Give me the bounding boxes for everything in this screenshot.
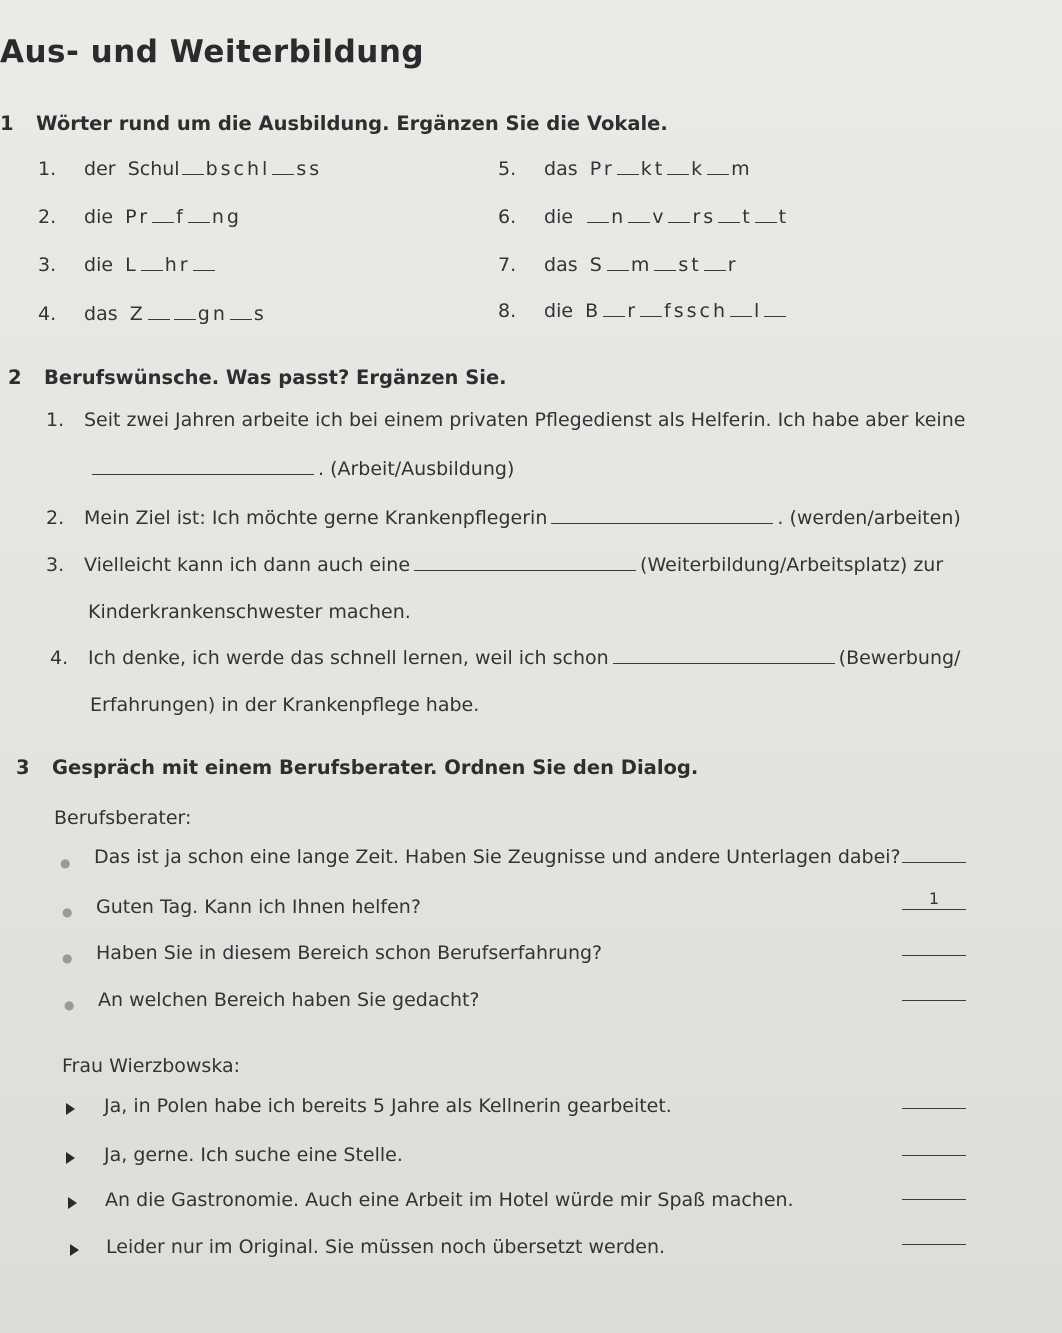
item-part: Schul bbox=[127, 158, 180, 180]
circle-bullet-icon: ● bbox=[64, 998, 75, 1012]
order-answer-blank[interactable] bbox=[902, 1224, 966, 1245]
task2-heading bbox=[8, 366, 507, 389]
vowel-gap[interactable] bbox=[707, 174, 729, 175]
item-part: l bbox=[754, 300, 763, 322]
item-part: rs bbox=[692, 206, 717, 228]
item-part: m bbox=[630, 254, 653, 276]
item-part: gn bbox=[197, 303, 228, 325]
page-title: Aus- und Weiterbildung bbox=[0, 34, 425, 70]
vowel-gap[interactable] bbox=[730, 316, 752, 317]
vowel-gap[interactable] bbox=[182, 174, 204, 175]
task1-item-8 bbox=[498, 300, 788, 322]
vowel-gap[interactable] bbox=[603, 316, 625, 317]
sentence-text: (Weiterbildung/Arbeitsplatz) zur bbox=[640, 554, 944, 576]
item-part: n bbox=[611, 206, 627, 228]
task2-sentence-2 bbox=[46, 507, 961, 529]
frau-line-2: Ja, gerne. Ich suche eine Stelle. bbox=[104, 1144, 403, 1166]
sentence-text: Vielleicht kann ich dann auch eine bbox=[84, 554, 411, 576]
task1-item-6 bbox=[498, 206, 789, 228]
task2-sentence-1-cont bbox=[88, 458, 514, 480]
item-part: r bbox=[727, 254, 739, 276]
order-answer-blank[interactable]: 1 bbox=[902, 889, 966, 910]
arrow-bullet-icon bbox=[68, 1197, 77, 1209]
item-part: v bbox=[652, 206, 667, 228]
item-article: die bbox=[84, 206, 114, 228]
circle-bullet-icon: ● bbox=[60, 856, 71, 870]
task1-heading bbox=[0, 112, 668, 135]
vowel-gap[interactable] bbox=[628, 222, 650, 223]
item-article: das bbox=[544, 158, 578, 180]
item-part: st bbox=[678, 254, 702, 276]
vowel-gap[interactable] bbox=[152, 222, 174, 223]
vowel-gap[interactable] bbox=[667, 174, 689, 175]
item-part: ss bbox=[296, 158, 323, 180]
answer-blank[interactable] bbox=[551, 523, 773, 524]
sentence-text: . (werden/arbeiten) bbox=[777, 507, 961, 529]
berater-label: Berufsberater: bbox=[54, 807, 192, 829]
item-part: L bbox=[125, 254, 139, 276]
vowel-gap[interactable] bbox=[141, 270, 163, 271]
task1-number: 1 bbox=[0, 112, 14, 135]
frau-line-1: Ja, in Polen habe ich bereits 5 Jahre als Kellnerin gearbeitet. bbox=[104, 1095, 672, 1117]
item-part: f bbox=[176, 206, 186, 228]
vowel-gap[interactable] bbox=[718, 222, 740, 223]
vowel-gap[interactable] bbox=[654, 270, 676, 271]
task1-item-7 bbox=[498, 254, 739, 276]
item-part: hr bbox=[164, 254, 191, 276]
order-answer-blank[interactable] bbox=[902, 1135, 966, 1156]
item-article: die bbox=[84, 254, 114, 276]
item-part: r bbox=[627, 300, 639, 322]
item-part: ng bbox=[211, 206, 242, 228]
vowel-gap[interactable] bbox=[174, 319, 196, 320]
task1-item-2 bbox=[38, 206, 242, 228]
task2-heading-text: Berufswünsche. Was passt? Ergänzen Sie. bbox=[44, 366, 507, 389]
task1-item-5 bbox=[498, 158, 753, 180]
arrow-bullet-icon bbox=[66, 1103, 75, 1115]
frau-line-3: An die Gastronomie. Auch eine Arbeit im Hotel würde mir Spaß machen. bbox=[105, 1189, 794, 1211]
circle-bullet-icon: ● bbox=[62, 951, 73, 965]
item-part: Pr bbox=[125, 206, 151, 228]
order-answer-blank[interactable] bbox=[902, 935, 966, 956]
answer-blank[interactable] bbox=[92, 474, 314, 475]
vowel-gap[interactable] bbox=[272, 174, 294, 175]
task2-number: 2 bbox=[8, 366, 22, 389]
vowel-gap[interactable] bbox=[188, 222, 210, 223]
item-number: 5. bbox=[498, 158, 517, 180]
task3-heading bbox=[16, 756, 698, 779]
sentence-text: Mein Ziel ist: Ich möchte gerne Krankenpflegerin bbox=[84, 507, 548, 529]
item-article: der bbox=[84, 158, 116, 180]
task2-sentence-1 bbox=[46, 409, 965, 431]
vowel-gap[interactable] bbox=[668, 222, 690, 223]
vowel-gap[interactable] bbox=[704, 270, 726, 271]
sentence-number: 1. bbox=[46, 409, 65, 431]
circle-bullet-icon: ● bbox=[62, 905, 73, 919]
item-part: B bbox=[585, 300, 602, 322]
berater-line-2: Guten Tag. Kann ich Ihnen helfen? bbox=[96, 896, 421, 918]
vowel-gap[interactable] bbox=[148, 319, 170, 320]
berater-line-3: Haben Sie in diesem Bereich schon Berufserfahrung? bbox=[96, 942, 603, 964]
task3-number: 3 bbox=[16, 756, 30, 779]
frau-label: Frau Wierzbowska: bbox=[62, 1055, 241, 1077]
task1-item-1 bbox=[38, 158, 322, 180]
item-part: Z bbox=[129, 303, 146, 325]
item-part: m bbox=[731, 158, 753, 180]
item-part: bschl bbox=[205, 158, 271, 180]
item-number: 3. bbox=[38, 254, 57, 276]
item-article: die bbox=[544, 206, 574, 228]
item-part: k bbox=[691, 158, 706, 180]
item-article: das bbox=[84, 303, 118, 325]
vowel-gap[interactable] bbox=[617, 174, 639, 175]
item-article: das bbox=[544, 254, 578, 276]
task1-heading-text: Wörter rund um die Ausbildung. Ergänzen Sie die Vokale. bbox=[36, 112, 668, 135]
vowel-gap[interactable] bbox=[587, 222, 609, 223]
sentence-text: . (Arbeit/Ausbildung) bbox=[318, 458, 515, 480]
task2-sentence-4-cont: Erfahrungen) in der Krankenpflege habe. bbox=[90, 694, 480, 716]
item-number: 2. bbox=[38, 206, 57, 228]
order-answer-blank[interactable] bbox=[902, 842, 966, 863]
item-part: s bbox=[253, 303, 267, 325]
arrow-bullet-icon bbox=[70, 1244, 79, 1256]
answer-blank[interactable] bbox=[414, 570, 636, 571]
item-number: 6. bbox=[498, 206, 517, 228]
item-number: 1. bbox=[38, 158, 57, 180]
task2-sentence-3 bbox=[46, 554, 943, 576]
task2-sentence-3-cont: Kinderkrankenschwester machen. bbox=[88, 601, 411, 623]
answer-blank[interactable] bbox=[613, 663, 835, 664]
item-part: Pr bbox=[589, 158, 615, 180]
item-part: t bbox=[778, 206, 790, 228]
item-part: kt bbox=[640, 158, 666, 180]
task2-sentence-4 bbox=[50, 647, 960, 669]
task1-item-3 bbox=[38, 254, 217, 276]
sentence-text: Seit zwei Jahren arbeite ich bei einem privaten Pflegedienst als Helferin. Ich habe aber keine bbox=[84, 409, 966, 431]
item-part: fssch bbox=[664, 300, 729, 322]
item-part: t bbox=[742, 206, 753, 228]
item-article: die bbox=[544, 300, 574, 322]
task3-heading-text: Gespräch mit einem Berufsberater. Ordnen Sie den Dialog. bbox=[52, 756, 699, 779]
sentence-number: 3. bbox=[46, 554, 65, 576]
berater-line-1: Das ist ja schon eine lange Zeit. Haben Sie Zeugnisse und andere Unterlagen dabei? bbox=[94, 846, 901, 868]
order-answer-blank[interactable] bbox=[902, 1179, 966, 1200]
item-number: 8. bbox=[498, 300, 517, 322]
frau-line-4: Leider nur im Original. Sie müssen noch übersetzt werden. bbox=[106, 1236, 666, 1258]
vowel-gap[interactable] bbox=[764, 316, 786, 317]
vowel-gap[interactable] bbox=[607, 270, 629, 271]
order-answer-blank[interactable] bbox=[902, 1088, 966, 1109]
sentence-text: (Bewerbung/ bbox=[838, 647, 961, 669]
vowel-gap[interactable] bbox=[193, 270, 215, 271]
sentence-number: 2. bbox=[46, 507, 65, 529]
task1-item-4 bbox=[38, 303, 267, 325]
vowel-gap[interactable] bbox=[230, 319, 252, 320]
item-part: S bbox=[589, 254, 605, 276]
berater-line-4: An welchen Bereich haben Sie gedacht? bbox=[98, 989, 480, 1011]
arrow-bullet-icon bbox=[66, 1152, 75, 1164]
vowel-gap[interactable] bbox=[640, 316, 662, 317]
sentence-number: 4. bbox=[50, 647, 69, 669]
vowel-gap[interactable] bbox=[755, 222, 777, 223]
item-number: 4. bbox=[38, 303, 57, 325]
item-number: 7. bbox=[498, 254, 517, 276]
sentence-text: Ich denke, ich werde das schnell lernen, weil ich schon bbox=[88, 647, 609, 669]
order-answer-blank[interactable] bbox=[902, 980, 966, 1001]
